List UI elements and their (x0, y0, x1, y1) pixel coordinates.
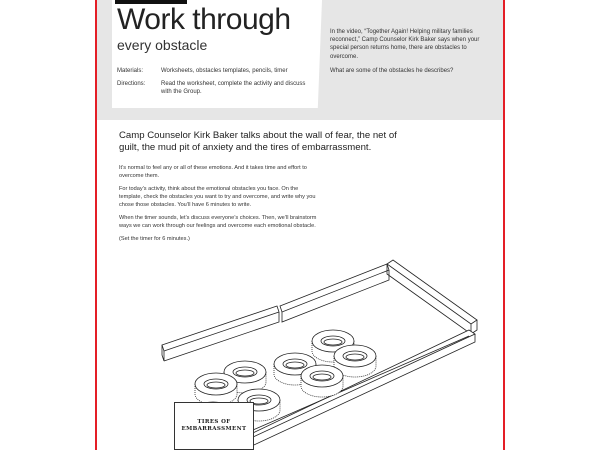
worksheet-page (95, 0, 505, 450)
tire-obstacle-illustration (97, 250, 507, 450)
video-sidebar (330, 28, 490, 81)
tire (301, 365, 343, 397)
tire (195, 373, 237, 405)
beam-right (387, 260, 477, 334)
sign-line-1: TIRES OF (197, 419, 231, 425)
video-intro: In the video, “Together Again! Helping military families reconnect,” Camp Counselor Kirk Baker says when your special person returns home, there are obstacles to overcome. (330, 29, 480, 60)
tires-of-embarrassment-sign (174, 402, 254, 450)
beam-back-left (162, 306, 279, 361)
video-question: What are some of the obstacles he describes? (330, 67, 454, 74)
instruction-paragraph: For today’s activity, think about the emotional obstacles you face. On the template, check the obstacles you want to try and overcome, and write why you chose those obstacles. You’ll have 6 minutes to write. (119, 186, 316, 208)
instruction-paragraph: It’s normal to feel any or all of these emotions. And it takes time and effort to overcome them. (119, 165, 307, 179)
instructions (119, 164, 319, 248)
directions-value: Read the worksheet, complete the activity and discuss with the Group. (161, 81, 306, 95)
sign-line-2: EMBARRASSMENT (181, 426, 247, 432)
directions-label: Directions: (117, 81, 146, 87)
instruction-paragraph: (Set the timer for 6 minutes.) (119, 236, 190, 242)
instruction-paragraph: When the timer sounds, let’s discuss everyone’s choices. Then, we’ll brainstorm ways we can work through our feelings and overcome each emotional obstacle. (119, 215, 317, 229)
beam-back-right (280, 264, 389, 322)
materials-value: Worksheets, obstacles templates, pencils, timer (161, 68, 288, 74)
materials-label: Materials: (117, 68, 144, 74)
lead-paragraph: Camp Counselor Kirk Baker talks about the wall of fear, the net of guilt, the mud pit of anxiety and the tires of embarrassment. (119, 130, 397, 153)
page-title: Work through (117, 3, 291, 36)
page-subtitle: every obstacle (117, 37, 208, 53)
